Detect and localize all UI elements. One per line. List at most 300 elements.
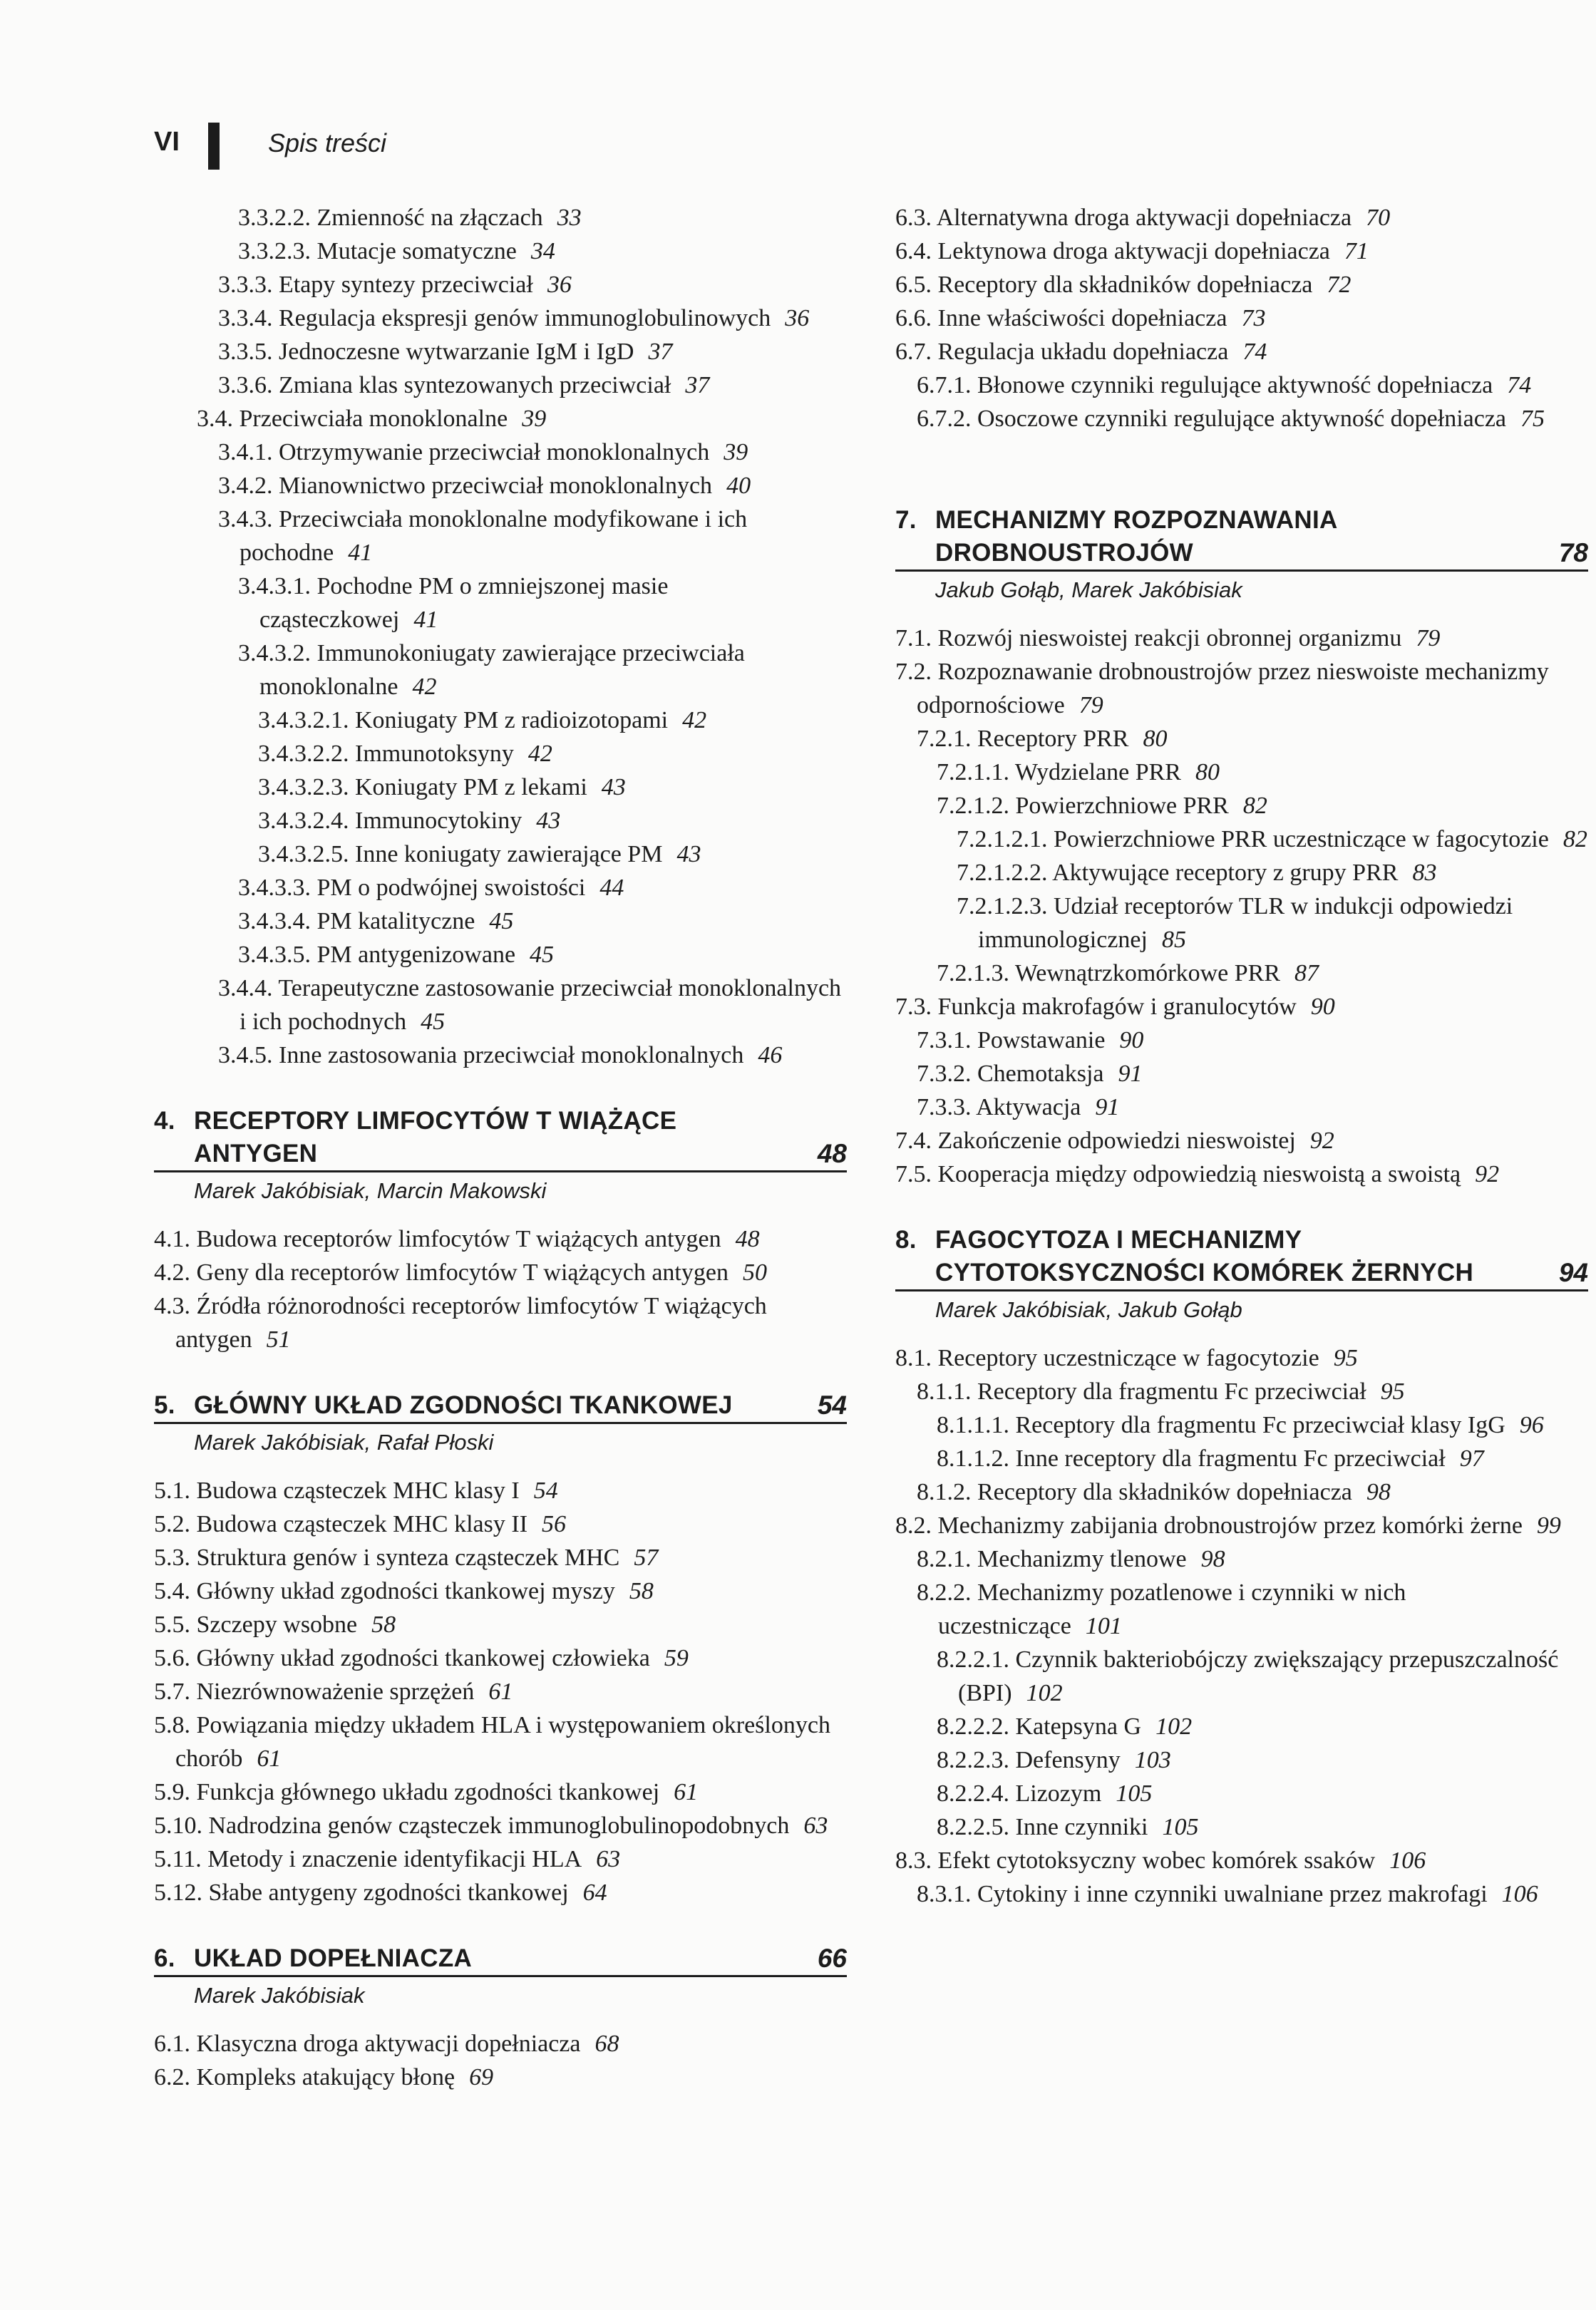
toc-entry[interactable] xyxy=(154,569,847,636)
entry-page: 68 xyxy=(594,2031,619,2057)
chapter-page: 78 xyxy=(1558,538,1588,567)
toc-entry[interactable] xyxy=(895,622,1588,655)
entry-number: 8.2.2.1. xyxy=(937,1646,1009,1673)
entry-page: 44 xyxy=(599,875,624,901)
entry-page: 82 xyxy=(1242,793,1267,819)
toc-entry[interactable] xyxy=(895,234,1588,268)
entry-page: 101 xyxy=(1085,1613,1122,1639)
entry-title: Koniugaty PM z lekami xyxy=(355,774,587,800)
chapter-heading[interactable] xyxy=(154,1105,847,1207)
entry-title: Katepsyna G xyxy=(1015,1713,1142,1740)
entry-number: 3.4.3.4. xyxy=(238,908,311,934)
entry-page: 70 xyxy=(1366,205,1391,231)
entry-page: 90 xyxy=(1310,994,1335,1020)
entry-number: 5.7. xyxy=(154,1679,190,1705)
entry-number: 3.4.2. xyxy=(218,473,273,499)
toc-entry[interactable] xyxy=(895,368,1588,402)
chapter-rule xyxy=(154,1389,847,1424)
toc-entry[interactable] xyxy=(895,1777,1588,1810)
entry-title: Immunocytokiny xyxy=(355,808,522,834)
chapter-title xyxy=(895,504,1545,569)
entry-number: 6.4. xyxy=(895,238,932,264)
entry-number: 3.3.2.3. xyxy=(238,238,311,264)
entry-title: Słabe antygeny zgodności tkankowej xyxy=(208,1880,569,1906)
toc-entry[interactable] xyxy=(895,722,1588,756)
chapter-title xyxy=(154,1105,804,1170)
entry-title: Rozpoznawanie drobnoustrojów przez nieswoiste mechanizmy odpornościowe xyxy=(917,659,1549,718)
toc-entry[interactable] xyxy=(154,1876,847,1909)
entry-number: 3.4.3.2. xyxy=(238,640,311,666)
chapter-number: 5. xyxy=(154,1391,175,1419)
entry-title: Koniugaty PM z radioizotopami xyxy=(355,707,669,733)
entry-page: 72 xyxy=(1327,272,1352,298)
entry-number: 5.1. xyxy=(154,1478,190,1504)
entry-page: 97 xyxy=(1459,1445,1484,1472)
entry-page: 63 xyxy=(596,1846,621,1872)
entry-number: 4.1. xyxy=(154,1226,190,1252)
entry-number: 4.2. xyxy=(154,1259,190,1286)
toc-entry[interactable] xyxy=(895,1375,1588,1408)
entry-number: 7.2.1.3. xyxy=(937,960,1009,986)
entry-number: 8.2.2. xyxy=(917,1579,972,1606)
entry-number: 3.4.1. xyxy=(218,439,273,465)
entry-page: 33 xyxy=(557,205,582,231)
entry-title: Powstawanie xyxy=(977,1027,1106,1053)
entry-page: 83 xyxy=(1412,860,1437,886)
toc-entry[interactable] xyxy=(895,1743,1588,1777)
entry-number: 5.8. xyxy=(154,1712,190,1738)
entry-title: Główny układ zgodności tkankowej człowieka xyxy=(196,1645,650,1671)
entry-title: Inne koniugaty zawierające PM xyxy=(355,841,663,867)
entry-page: 43 xyxy=(601,774,626,800)
entry-number: 3.3.5. xyxy=(218,339,273,365)
entry-page: 102 xyxy=(1026,1680,1063,1706)
chapter-authors: Marek Jakóbisiak xyxy=(194,1983,365,2008)
toc-entry[interactable] xyxy=(895,957,1588,990)
entry-page: 41 xyxy=(348,540,373,566)
toc-entry[interactable] xyxy=(154,1809,847,1842)
entry-number: 8.1.2. xyxy=(917,1479,972,1505)
chapter-page: 94 xyxy=(1558,1258,1588,1287)
toc-entry[interactable] xyxy=(154,1289,847,1356)
entry-title: Receptory dla fragmentu Fc przeciwciał xyxy=(977,1378,1366,1405)
entry-page: 57 xyxy=(634,1545,659,1571)
toc-entry[interactable] xyxy=(154,2061,847,2094)
toc-entry[interactable] xyxy=(895,1509,1588,1542)
entry-title: Mechanizmy zabijania drobnoustrojów przez komórki żerne xyxy=(937,1512,1523,1539)
entry-title: Błonowe czynniki regulujące aktywność dopełniacza xyxy=(977,372,1493,398)
entry-page: 54 xyxy=(533,1478,558,1504)
entry-number: 5.5. xyxy=(154,1612,190,1638)
entry-number: 5.11. xyxy=(154,1846,202,1872)
toc-entry[interactable] xyxy=(895,655,1588,722)
entry-title: Mechanizmy tlenowe xyxy=(977,1546,1187,1572)
entry-number: 8.3.1. xyxy=(917,1881,972,1907)
toc-entry[interactable] xyxy=(154,1222,847,1256)
entry-page: 48 xyxy=(735,1226,760,1252)
entry-page: 90 xyxy=(1119,1027,1144,1053)
toc-entry[interactable] xyxy=(895,1877,1588,1911)
chapter-title-line2: ANTYGEN xyxy=(194,1140,318,1167)
entry-title: Otrzymywanie przeciwciał monoklonalnych xyxy=(279,439,710,465)
entry-title: PM antygenizowane xyxy=(316,942,516,968)
entry-number: 4.3. xyxy=(154,1293,190,1319)
toc-entry[interactable] xyxy=(895,1710,1588,1743)
entry-title: Mianownictwo przeciwciał monoklonalnych xyxy=(279,473,713,499)
entry-page: 63 xyxy=(803,1813,828,1839)
toc-entry[interactable] xyxy=(154,1775,847,1809)
entry-number: 8.1. xyxy=(895,1345,932,1371)
entry-title: Zmienność na złączach xyxy=(316,205,543,231)
entry-number: 3.4. xyxy=(197,406,233,432)
entry-number: 6.6. xyxy=(895,305,932,331)
toc-entry[interactable] xyxy=(154,636,847,703)
entry-page: 75 xyxy=(1520,406,1545,432)
entry-number: 8.2.2.4. xyxy=(937,1780,1009,1807)
toc-entry[interactable] xyxy=(895,201,1588,234)
toc-entry[interactable] xyxy=(154,234,847,268)
chapter-title xyxy=(895,1224,1545,1289)
toc-entry[interactable] xyxy=(154,201,847,234)
entry-page: 51 xyxy=(266,1326,291,1353)
entry-number: 3.4.3. xyxy=(218,506,273,532)
toc-entry[interactable] xyxy=(154,804,847,837)
toc-entry[interactable] xyxy=(895,335,1588,368)
toc-entry[interactable] xyxy=(154,1574,847,1608)
entry-page: 99 xyxy=(1536,1512,1561,1539)
entry-page: 105 xyxy=(1162,1814,1199,1840)
entry-page: 87 xyxy=(1294,960,1319,986)
chapter-page: 66 xyxy=(817,1944,847,1973)
entry-page: 80 xyxy=(1195,759,1220,785)
entry-number: 5.2. xyxy=(154,1511,190,1537)
entry-title: Terapeutyczne zastosowanie przeciwciał monoklonalnych i ich pochodnych xyxy=(240,975,842,1035)
entry-title: Główny układ zgodności tkankowej myszy xyxy=(196,1578,615,1604)
chapter-heading[interactable] xyxy=(154,1389,847,1458)
entry-title: Kompleks atakujący błonę xyxy=(196,2064,455,2090)
entry-title: Powierzchniowe PRR uczestniczące w fagocytozie xyxy=(1054,826,1549,852)
entry-page: 56 xyxy=(542,1511,567,1537)
entry-page: 59 xyxy=(664,1645,689,1671)
entry-number: 7.3.1. xyxy=(917,1027,972,1053)
entry-number: 7.2.1.2.2. xyxy=(957,860,1048,886)
chapter-heading[interactable] xyxy=(154,1942,847,2011)
entry-title: Funkcja makrofagów i granulocytów xyxy=(937,994,1297,1020)
entry-title: Lektynowa droga aktywacji dopełniacza xyxy=(937,238,1330,264)
chapter-title-line1: UKŁAD DOPEŁNIACZA xyxy=(194,1944,473,1972)
entry-page: 58 xyxy=(371,1612,396,1638)
entry-page: 42 xyxy=(682,707,707,733)
entry-title: Mutacje somatyczne xyxy=(316,238,517,264)
toc-entry[interactable] xyxy=(895,1090,1588,1124)
toc-entry[interactable] xyxy=(154,837,847,871)
toc-entry[interactable] xyxy=(895,1576,1588,1643)
entry-page: 103 xyxy=(1134,1747,1171,1773)
entry-title: Inne czynniki xyxy=(1015,1814,1148,1840)
entry-title: Zakończenie odpowiedzi nieswoistej xyxy=(937,1128,1296,1154)
entry-page: 39 xyxy=(724,439,748,465)
entry-page: 46 xyxy=(758,1042,783,1068)
entry-title: Chemotaksja xyxy=(977,1061,1104,1087)
entry-title: Inne właściwości dopełniacza xyxy=(937,305,1227,331)
entry-number: 7.2.1.1. xyxy=(937,759,1009,785)
entry-title: Receptory dla fragmentu Fc przeciwciał klasy IgG xyxy=(1015,1412,1505,1438)
entry-number: 6.7. xyxy=(895,339,932,365)
entry-title: Zmiana klas syntezowanych przeciwciał xyxy=(279,372,671,398)
toc-entry[interactable] xyxy=(154,871,847,904)
toc-entry[interactable] xyxy=(154,737,847,770)
entry-page: 105 xyxy=(1116,1780,1153,1807)
chapter-rule xyxy=(895,1224,1588,1291)
toc-entry[interactable] xyxy=(895,823,1588,856)
entry-number: 5.3. xyxy=(154,1545,190,1571)
toc-entry[interactable] xyxy=(895,856,1588,890)
chapter-number: 8. xyxy=(895,1226,917,1254)
entry-title: Klasyczna droga aktywacji dopełniacza xyxy=(196,2031,581,2057)
toc-entry[interactable] xyxy=(154,469,847,502)
entry-title: PM o podwójnej swoistości xyxy=(316,875,586,901)
entry-title: Struktura genów i synteza cząsteczek MHC xyxy=(196,1545,620,1571)
entry-number: 6.5. xyxy=(895,272,932,298)
entry-title: Receptory dla składników dopełniacza xyxy=(977,1479,1352,1505)
toc-entry[interactable] xyxy=(154,502,847,569)
entry-title: Źródła różnorodności receptorów limfocytów T wiążących antygen xyxy=(175,1293,767,1353)
toc-entry[interactable] xyxy=(154,435,847,469)
chapter-heading[interactable] xyxy=(895,504,1588,606)
entry-number: 8.1.1. xyxy=(917,1378,972,1405)
page-number: VI xyxy=(154,127,180,157)
entry-page: 50 xyxy=(742,1259,767,1286)
chapter-number: 4. xyxy=(154,1107,175,1135)
toc-entry[interactable] xyxy=(154,938,847,971)
toc-entry[interactable] xyxy=(154,770,847,804)
toc-entry[interactable] xyxy=(895,1442,1588,1475)
entry-number: 6.7.1. xyxy=(917,372,972,398)
entry-number: 5.12. xyxy=(154,1880,202,1906)
entry-number: 5.4. xyxy=(154,1578,190,1604)
entry-page: 40 xyxy=(726,473,751,499)
entry-title: Niezrównoważenie sprzężeń xyxy=(196,1679,475,1705)
entry-title: Alternatywna droga aktywacji dopełniacza xyxy=(936,205,1352,231)
toc-entry[interactable] xyxy=(154,402,847,435)
entry-title: Czynnik bakteriobójczy zwiększający przepuszczalność (BPI) xyxy=(958,1646,1559,1706)
entry-title: Regulacja ekspresji genów immunoglobulinowych xyxy=(279,305,771,331)
toc-entry[interactable] xyxy=(154,268,847,301)
entry-title: Przeciwciała monoklonalne modyfikowane i ich pochodne xyxy=(240,506,748,566)
chapter-authors: Marek Jakóbisiak, Marcin Makowski xyxy=(194,1178,547,1203)
toc-entry[interactable] xyxy=(895,1341,1588,1375)
toc-entry[interactable] xyxy=(895,756,1588,789)
entry-title: Udział receptorów TLR w indukcji odpowiedzi immunologicznej xyxy=(978,893,1513,953)
entry-title: Metody i znaczenie identyfikacji HLA xyxy=(207,1846,582,1872)
entry-title: Geny dla receptorów limfocytów T wiążących antygen xyxy=(196,1259,729,1286)
entry-number: 7.5. xyxy=(895,1161,932,1187)
toc-left-column xyxy=(154,201,847,2094)
entry-number: 7.1. xyxy=(895,625,932,651)
entry-title: Budowa receptorów limfocytów T wiążących antygen xyxy=(196,1226,721,1252)
toc-entry[interactable] xyxy=(895,268,1588,301)
entry-page: 45 xyxy=(421,1009,446,1035)
entry-number: 7.2.1.2.1. xyxy=(957,826,1048,852)
entry-title: Receptory PRR xyxy=(977,726,1129,752)
entry-page: 58 xyxy=(629,1578,654,1604)
toc-entry[interactable] xyxy=(895,402,1588,435)
toc-entry[interactable] xyxy=(895,1124,1588,1157)
chapter-title-line2: DROBNOUSTROJÓW xyxy=(935,539,1193,567)
entry-page: 42 xyxy=(412,674,437,700)
chapter-page: 48 xyxy=(817,1139,847,1168)
running-title: Spis treści xyxy=(268,128,387,158)
entry-page: 36 xyxy=(785,305,810,331)
toc-entry[interactable] xyxy=(154,1474,847,1507)
entry-number: 7.4. xyxy=(895,1128,932,1154)
entry-title: Inne receptory dla fragmentu Fc przeciwciał xyxy=(1015,1445,1446,1472)
chapter-title-line1: FAGOCYTOZA I MECHANIZMY xyxy=(935,1226,1302,1254)
toc-entry[interactable] xyxy=(154,368,847,402)
entry-number: 3.3.4. xyxy=(218,305,273,331)
toc-entry[interactable] xyxy=(895,1057,1588,1090)
chapter-rule xyxy=(154,1942,847,1977)
entry-page: 92 xyxy=(1475,1161,1500,1187)
entry-page: 39 xyxy=(522,406,547,432)
entry-title: PM katalityczne xyxy=(316,908,475,934)
entry-number: 8.2.1. xyxy=(917,1546,972,1572)
entry-number: 8.2.2.2. xyxy=(937,1713,1009,1740)
entry-title: Receptory dla składników dopełniacza xyxy=(937,272,1313,298)
entry-number: 3.4.3.2.1. xyxy=(258,707,349,733)
toc-entry[interactable] xyxy=(154,2027,847,2061)
entry-number: 3.4.3.1. xyxy=(238,573,311,599)
toc-entry[interactable] xyxy=(154,1842,847,1876)
entry-page: 37 xyxy=(685,372,710,398)
chapter-number: 6. xyxy=(154,1944,175,1972)
entry-number: 8.1.1.1. xyxy=(937,1412,1009,1438)
entry-title: Powiązania między układem HLA i występowaniem określonych chorób xyxy=(175,1712,830,1772)
toc-entry[interactable] xyxy=(895,990,1588,1023)
toc-entry[interactable] xyxy=(154,1608,847,1641)
entry-title: Aktywujące receptory z grupy PRR xyxy=(1052,860,1399,886)
chapter-heading[interactable] xyxy=(895,1224,1588,1326)
entry-number: 8.2.2.5. xyxy=(937,1814,1009,1840)
toc-entry[interactable] xyxy=(895,1643,1588,1710)
toc-entry[interactable] xyxy=(154,1708,847,1775)
toc-entry[interactable] xyxy=(154,904,847,938)
toc-entry[interactable] xyxy=(154,1675,847,1708)
toc-entry[interactable] xyxy=(154,335,847,368)
entry-page: 34 xyxy=(530,238,555,264)
entry-number: 6.7.2. xyxy=(917,406,972,432)
entry-title: Cytokiny i inne czynniki uwalniane przez makrofagi xyxy=(977,1881,1488,1907)
toc-entry[interactable] xyxy=(895,301,1588,335)
entry-page: 106 xyxy=(1389,1847,1426,1874)
entry-page: 80 xyxy=(1143,726,1168,752)
toc-entry[interactable] xyxy=(895,1844,1588,1877)
entry-page: 61 xyxy=(674,1779,699,1805)
toc-entry[interactable] xyxy=(154,703,847,737)
toc-entry[interactable] xyxy=(895,1023,1588,1057)
toc-entry[interactable] xyxy=(895,1810,1588,1844)
toc-entry[interactable] xyxy=(154,1038,847,1072)
toc-entry[interactable] xyxy=(895,1408,1588,1442)
chapter-rule xyxy=(154,1105,847,1172)
toc-entry[interactable] xyxy=(895,890,1588,957)
entry-number: 8.2.2.3. xyxy=(937,1747,1009,1773)
entry-number: 3.4.3.5. xyxy=(238,942,311,968)
chapter-title-line1: RECEPTORY LIMFOCYTÓW T WIĄŻĄCE xyxy=(194,1107,677,1135)
entry-title: Wydzielane PRR xyxy=(1014,759,1181,785)
toc-entry[interactable] xyxy=(895,1542,1588,1576)
entry-title: Funkcja głównego układu zgodności tkankowej xyxy=(196,1779,660,1805)
header-bar xyxy=(208,123,220,170)
entry-number: 5.10. xyxy=(154,1813,202,1839)
toc-entry[interactable] xyxy=(154,301,847,335)
entry-page: 73 xyxy=(1241,305,1266,331)
entry-title: Nadrodzina genów cząsteczek immunoglobulinopodobnych xyxy=(208,1813,790,1839)
entry-title: Regulacja układu dopełniacza xyxy=(937,339,1229,365)
entry-number: 6.2. xyxy=(154,2064,190,2090)
entry-page: 45 xyxy=(489,908,514,934)
entry-page: 98 xyxy=(1200,1546,1225,1572)
toc-entry[interactable] xyxy=(895,1157,1588,1191)
chapter-authors: Jakub Gołąb, Marek Jakóbisiak xyxy=(935,577,1242,602)
entry-page: 95 xyxy=(1333,1345,1358,1371)
chapter-title-line1: GŁÓWNY UKŁAD ZGODNOŚCI TKANKOWEJ xyxy=(194,1391,733,1419)
entry-page: 106 xyxy=(1501,1881,1538,1907)
chapter-authors: Marek Jakóbisiak, Rafał Płoski xyxy=(194,1430,494,1455)
entry-page: 41 xyxy=(413,607,438,633)
entry-page: 102 xyxy=(1155,1713,1193,1740)
entry-page: 43 xyxy=(676,841,701,867)
entry-page: 82 xyxy=(1562,826,1587,852)
toc-entry[interactable] xyxy=(895,1475,1588,1509)
toc-entry[interactable] xyxy=(154,1256,847,1289)
entry-page: 37 xyxy=(648,339,673,365)
chapter-page: 54 xyxy=(817,1391,847,1420)
entry-page: 74 xyxy=(1242,339,1267,365)
entry-title: Mechanizmy pozatlenowe i czynniki w nich uczestniczące xyxy=(938,1579,1406,1639)
entry-number: 3.3.6. xyxy=(218,372,273,398)
entry-page: 36 xyxy=(547,272,572,298)
entry-title: Wewnątrzkomórkowe PRR xyxy=(1014,960,1281,986)
entry-number: 7.3.3. xyxy=(917,1094,972,1120)
entry-page: 91 xyxy=(1118,1061,1143,1087)
entry-page: 95 xyxy=(1380,1378,1405,1405)
entry-number: 3.4.3.3. xyxy=(238,875,311,901)
entry-number: 3.4.3.2.2. xyxy=(258,741,349,767)
entry-number: 3.4.3.2.5. xyxy=(258,841,349,867)
toc-entry[interactable] xyxy=(154,971,847,1038)
entry-number: 5.6. xyxy=(154,1645,190,1671)
entry-title: Przeciwciała monoklonalne xyxy=(239,406,508,432)
entry-number: 3.4.3.2.4. xyxy=(258,808,349,834)
toc-entry[interactable] xyxy=(154,1507,847,1541)
toc-entry[interactable] xyxy=(154,1541,847,1574)
entry-title: Szczepy wsobne xyxy=(196,1612,358,1638)
entry-title: Immunokoniugaty zawierające przeciwciała monoklonalne xyxy=(259,640,745,700)
entry-title: Kooperacja między odpowiedzią nieswoistą a swoistą xyxy=(937,1161,1461,1187)
entry-title: Immunotoksyny xyxy=(355,741,514,767)
entry-title: Etapy syntezy przeciwciał xyxy=(279,272,533,298)
entry-title: Efekt cytotoksyczny wobec komórek ssaków xyxy=(937,1847,1376,1874)
toc-entry[interactable] xyxy=(154,1641,847,1675)
toc-entry[interactable] xyxy=(895,789,1588,823)
entry-title: Inne zastosowania przeciwciał monoklonalnych xyxy=(279,1042,744,1068)
toc-right-column xyxy=(895,201,1588,1911)
chapter-title-line2: CYTOTOKSYCZNOŚCI KOMÓREK ŻERNYCH xyxy=(935,1259,1474,1287)
entry-number: 7.3. xyxy=(895,994,932,1020)
entry-title: Lizozym xyxy=(1015,1780,1102,1807)
entry-page: 64 xyxy=(582,1880,607,1906)
